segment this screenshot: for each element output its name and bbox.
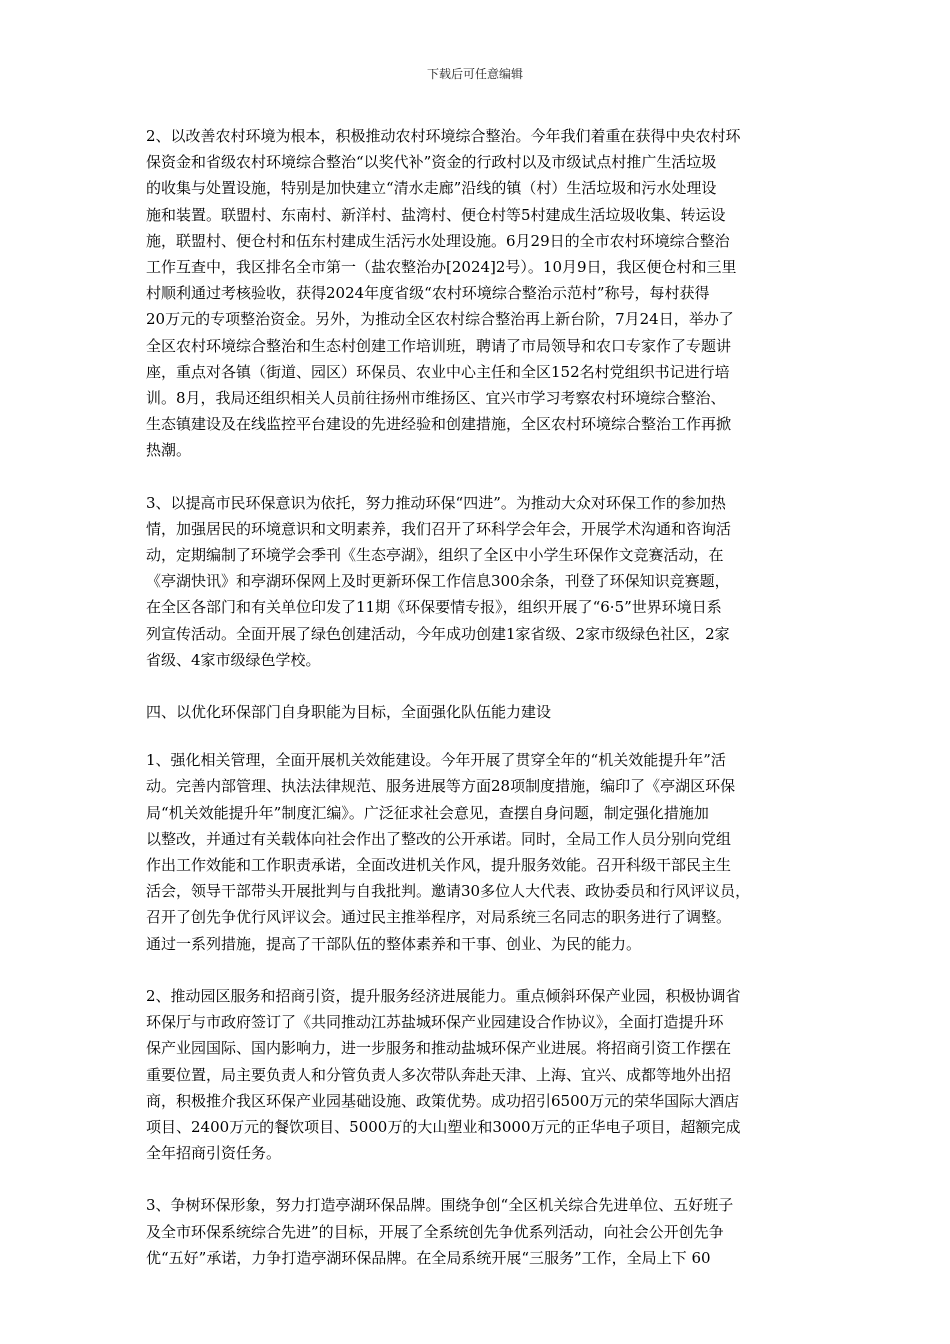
paragraph-rural-environment: 2、以改善农村环境为根本，积极推动农村环境综合整治。今年我们着重在获得中央农村环 保资金和省级农村环境综合整治“以奖代补”资金的行政村以及市级试点村推广生活垃圾 的收集与处置设施，特别是加快建立“清水走廊”沿线的镇（村）生活垃圾和污水处理设 施和装置。联盟村、东南村、新洋村、盐湾村、便仓村等5村建成生活垃圾收集、转运设 施，联盟村、便仓村和伍东村建成生活污水处理设施。6月29日的全市农村环境综合整治 工作互查中，我区排名全市第一（盐农整治办[2024]2号）。10月9日，我区便仓村和三里 村顺利通过考核验收，获得2024年度省级“农村环境综合整治示范村”称号，每村获得 20万元的专项整治资金。另外，为推动全区农村综合整治再上新台阶，7月24日，举办了 全区农村环境综合整治和生态村创建工作培训班，聘请了市局领导和农口专家作了专题讲 座，重点对各镇（街道、园区）环保员、农业中心主任和全区152名村党组织书记进行培 训。8月，我局还组织相关人员前往扬州市维扬区、宜兴市学习考察农村环境综合整治、 生态镇建设及在线监控平台建设的先进经验和创建措施，全区农村环境综合整治工作再掀 热潮。	[146, 127, 741, 460]
paragraph-efficiency-building: 1、强化相关管理，全面开展机关效能建设。今年开展了贯穿全年的“机关效能提升年”活 动。完善内部管理、执法法律规范、服务进展等方面28项制度措施，编印了《亭湖区环保 局“机关效能提升年”制度汇编》。广泛征求社会意见，查摆自身问题，制定强化措施加 以整改，并通过有关载体向社会作出了整改的公开承诺。同时，全局工作人员分别向党组 作出工作效能和工作职责承诺，全面改进机关作风，提升服务效能。召开科级干部民主生 活会，领导干部带头开展批判与自我批判。邀请30多位人大代表、政协委员和行风评议员， 召开了创先争优行风评议会。通过民主推举程序，对局系统三名同志的职务进行了调整。 通过一系列措施，提高了干部队伍的整体素养和干事、创业、为民的能力。	[146, 751, 751, 953]
page-header: 下载后可任意编辑	[426, 67, 523, 81]
paragraph-park-investment: 2、推动园区服务和招商引资，提升服务经济进展能力。重点倾斜环保产业园，积极协调省 环保厅与市政府签订了《共同推动江苏盐城环保产业园建设合作协议》，全面打造提升环 保产业园国际、国内影响力，进一步服务和推动盐城环保产业进展。将招商引资工作摆在 重要位置，局主要负责人和分管负责人多次带队奔赴天津、上海、宜兴、成都等地外出招 商，积极推介我区环保产业园基础设施、政策优势。成功招引6500万元的荣华国际大酒店 项目、2400万元的餐饮项目、5000万的大山塑业和3000万元的正华电子项目，超额完成 全年招商引资任务。	[146, 986, 741, 1163]
section-heading-four: 四、以优化环保部门自身职能为目标，全面强化队伍能力建设	[146, 703, 552, 722]
document-body	[146, 123, 808, 1297]
paragraph-brand-image: 3、争树环保形象，努力打造亭湖环保品牌。围绕争创“全区机关综合先进单位、五好班子 及全市环保系统综合先进”的目标，开展了全系统创先争优系列活动，向社会公开创先争 优“五好”承诺，力争打造亭湖环保品牌。在全局系统开展“三服务”工作，全局上下 60	[146, 1196, 734, 1267]
paragraph-public-awareness: 3、以提高市民环保意识为依托，努力推动环保“四进”。为推动大众对环保工作的参加热 情，加强居民的环境意识和文明素养，我们召开了环科学会年会，开展学术沟通和咨询活 动，定期编制了环境学会季刊《生态亭湖》，组织了全区中小学生环保作文竞赛活动，在 《亭湖快讯》和亭湖环保网上及时更新环保工作信息300余条，刊登了环保知识竞赛题， 在全区各部门和有关单位印发了11期《环保要情专报》，组织开展了“6·5”世界环境日系 列宣传活动。全面开展了绿色创建活动，今年成功创建1家省级、2家市级绿色社区，2家 省级、4家市级绿色学校。	[146, 493, 732, 669]
